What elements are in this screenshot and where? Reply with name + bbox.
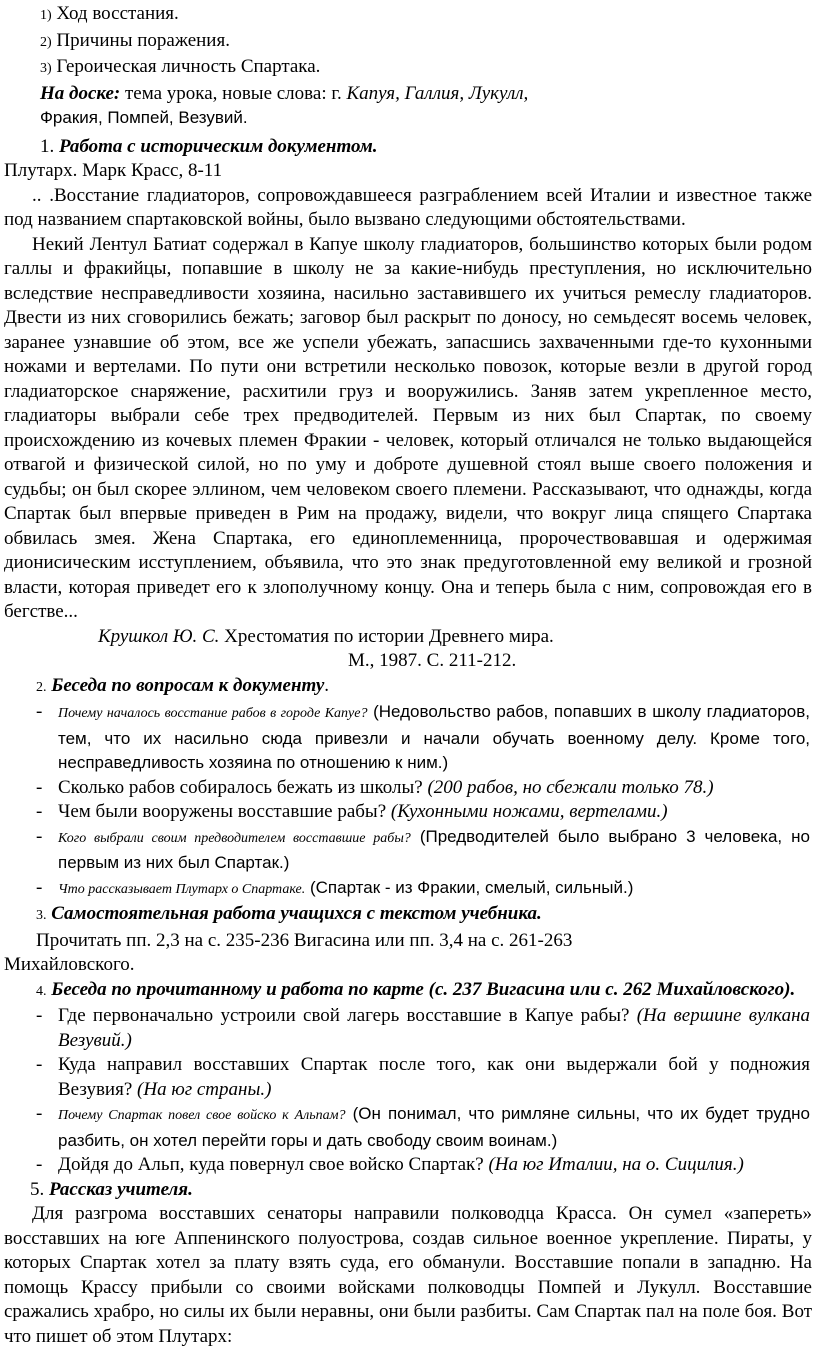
board-line [4, 82, 812, 107]
plan-item [4, 2, 812, 29]
section-number: 3. [36, 908, 47, 923]
section-heading [4, 978, 812, 1005]
citation-pub: М., 1987. С. 211-212. [348, 650, 517, 671]
teacher-story: Для разгрома восставших сенаторы направили полководца Красса. Он сумел «запереть» восставших на юге Аппенинского полуострова, создав сильное военное укрепление. Пираты, у которых Спартак хотел за плату взять суда, его обманули. Восставшие попали в западню. На помощь Крассу прибыли со своими войсками полководцы Помпей и Лукулл. Восставшие сражались храбро, но силы их были неравны, они были разбиты. Сам Спартак пал на поле боя. Вот что пишет об этом Плутарх: [4, 1203, 812, 1347]
question-item: - Почему началось восстание рабов в городе Капуе? (Недовольство рабов, попавших в школу гладиаторов, тем, что их насильно сюда привезли и начали обучать военному делу. Кроме того, несправедливость хозяина по отношению к ним.) [36, 701, 811, 772]
plan-text: Ход восстания. [56, 3, 179, 24]
question-item: - Что рассказывает Плутарх о Спартаке. (Спартак - из Фракии, смелый, сильный.) [36, 876, 634, 898]
board-words-2: Фракия, Помпей, Везувий. [40, 108, 248, 127]
plan-item [4, 55, 812, 82]
answer-text: (На вершине вулкана Везувий.) [58, 1005, 810, 1051]
board-line-2 [4, 106, 812, 131]
citation [4, 625, 812, 650]
answer-text: (Он понимал, что римляне сильны, что их будет трудно разбить, он хотел перейти горы и дать свободу своим воинам.) [58, 1104, 810, 1150]
board-words: Капуя, Галлия, Лукулл, [346, 82, 529, 104]
answer-text: (Предводителей было выбрано 3 человека, но первым из них был Спартак.) [58, 826, 810, 872]
section-title: Беседа по вопросам к документу [51, 674, 325, 696]
section-number: 5. [30, 1178, 45, 1200]
document-paragraph: .. .Восстание гладиаторов, сопровождавшееся разграблением всей Италии и известное также под названием спартаковской войны, было вызвано следующими обстоятельствами. [4, 184, 812, 230]
question-text: Где первоначально устроили свой лагерь восставшие в Капуе рабы? [58, 1005, 630, 1026]
section-title: Работа с историческим документом. [59, 135, 378, 157]
task-text-cont: Михайловского. [4, 954, 135, 975]
section-heading [4, 135, 812, 160]
question-text: Кого выбрали своим предводителем восставшие рабы? [58, 830, 411, 846]
question-item: - Почему Спартак повел свое войско к Альпам? (Он понимал, что римляне сильны, что их будет трудно разбить, он хотел перейти горы и дать свободу своим воинам.) [36, 1103, 810, 1150]
answer-text: (Недовольство рабов, попавших в школу гладиаторов, тем, что их насильно сюда привезли и начали обучать военному делу. Кроме того, несправедливость хозяина по отношению к ним.) [58, 702, 811, 772]
question-item: - Куда направил восставших Спартак после того, как они выдержали бой у подножия Везувия? (На юг страны.) [36, 1054, 810, 1100]
section-title: Самостоятельная работа учащихся с текстом учебника. [51, 903, 542, 924]
question-text: Куда направил восставших Спартак после того, как они выдержали бой у подножия Везувия? [58, 1054, 810, 1100]
board-label: На доске: [40, 82, 121, 104]
question-text: Чем были вооружены восставшие рабы? [58, 801, 387, 822]
task-text: Прочитать пп. 2,3 на с. 235-236 Вигасина или пп. 3,4 на с. 261-263 [36, 929, 573, 951]
answer-text: (Кухонными ножами, вертелами.) [386, 801, 668, 822]
question-item: - Сколько рабов собиралось бежать из школы? (200 рабов, но сбежали только 78.) [36, 776, 714, 798]
question-text: Что рассказывает Плутарх о Спартаке. [58, 881, 306, 897]
plan-number: 1) [40, 8, 52, 23]
plan-text: Героическая личность Спартака. [56, 56, 321, 77]
question-item: - Кого выбрали своим предводителем восставшие рабы? (Предводителей было выбрано 3 человека, но первым из них был Спартак.) [36, 825, 810, 872]
section-number: 2. [36, 679, 47, 695]
plan-number: 3) [40, 61, 52, 76]
plan-item [4, 29, 812, 56]
section-heading: 2. Беседа по вопросам к документу. [36, 674, 330, 696]
answer-text: (Спартак - из Фракии, смелый, сильный.) [305, 877, 634, 897]
section-title: Беседа по прочитанному и работа по карте (с. 237 Вигасина или с. 262 Михайловского). [51, 978, 796, 1000]
plan-text: Причины поражения. [56, 29, 230, 51]
section-title: Рассказ учителя. [49, 1178, 193, 1200]
citation-title: Хрестоматия по истории Древнего мира. [219, 625, 554, 647]
question-text: Почему Спартак повел свое войско к Альпам? [58, 1108, 346, 1123]
section-number: 1. [40, 135, 55, 157]
question-text: Почему началось восстание рабов в городе Капуе? [58, 706, 368, 721]
question-item: - Где первоначально устроили свой лагерь восставшие в Капуе рабы? (На вершине вулкана Везувий.) [36, 1005, 810, 1051]
question-text: Сколько рабов собиралось бежать из школы? [58, 776, 423, 798]
answer-text: (На юг Италии, на о. Сицилия.) [483, 1154, 744, 1175]
section-heading [4, 902, 812, 929]
question-item: - Чем были вооружены восставшие рабы? (Кухонными ножами, вертелами.) [36, 801, 668, 822]
answer-text: (На юг страны.) [132, 1078, 272, 1100]
source-title: Плутарх. Марк Красс, 8-11 [4, 160, 223, 181]
answer-text: (200 рабов, но сбежали только 78.) [422, 776, 714, 798]
question-item: - Дойдя до Альп, куда повернул свое войско Спартак? (На юг Италии, на о. Сицилия.) [36, 1154, 744, 1175]
section-number: 4. [36, 983, 47, 999]
question-text: Дойдя до Альп, куда повернул свое войско Спартак? [58, 1154, 484, 1175]
citation-author: Крушкол Ю. С. [98, 625, 220, 647]
board-text: тема урока, новые слова: г. [120, 82, 347, 104]
document-paragraph: Некий Лентул Батиат содержал в Капуе школу гладиаторов, большинство которых были родом галлы и фракийцы, попавшие в школу не за какие-нибудь преступления, но исключительно вследствие несправедливости хозяина, насильно заставившего их учиться ремеслу гладиаторов. Двести из них сговорились бежать; заговор был раскрыт по доносу, но семьдесят восемь человек, заранее узнавшие об этом, все же успели убежать, запасшись захваченными где-то кухонными ножами и вертелами. По пути они встретили несколько повозок, которые везли в другой город гладиаторское снаряжение, расхитили груз и вооружились. Заняв затем укрепленное место, гладиаторы выбрали себе трех предводителей. Первым из них был Спартак, по своему происхождению из кочевых племен Фракии - человек, который отличался не только выдающейся отвагой и физической силой, но по уму и доброте душевной стоял выше своего положения и судьбы; он был скорее эллином, чем человеком своего племени. Рассказывают, что однажды, когда Спартак был впервые приведен в Рим на продажу, видели, что вокруг лица спящего Спартака обвилась змея. Жена Спартака, его единоплеменница, пророчествовавшая и одержимая дионисическим исступлением, объявила, что это знак предуготовленной ему великой и грозной власти, которая приведет его к злополучному концу. Она и теперь была с ним, сопровождая его в бегстве... [4, 233, 812, 622]
section-heading [4, 1178, 812, 1203]
plan-number: 2) [40, 34, 52, 50]
